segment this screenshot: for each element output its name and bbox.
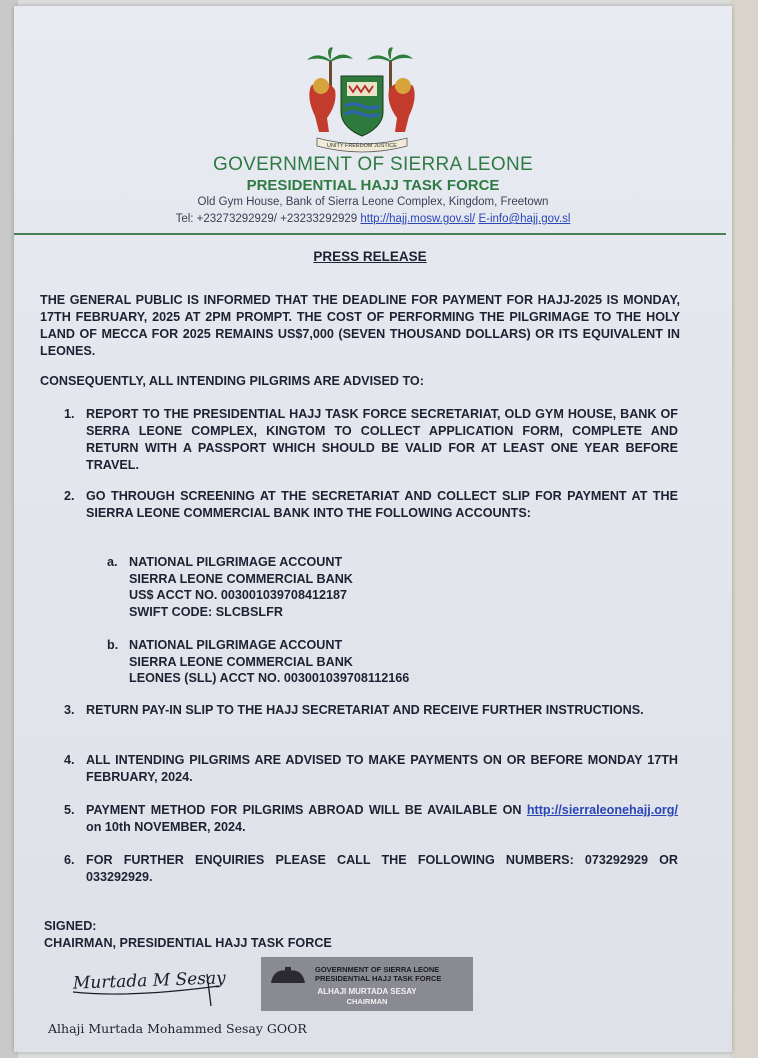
account-line: NATIONAL PILGRIMAGE ACCOUNT: [129, 555, 343, 569]
list-item-number: 3.: [64, 703, 75, 717]
account-letter: b.: [107, 638, 119, 652]
list-item-text: [86, 802, 678, 836]
account-line: SWIFT CODE: SLCBSLFR: [129, 604, 283, 619]
website-link[interactable]: http://hajj.mosw.gov.sl/: [360, 213, 476, 225]
government-title: GOVERNMENT OF SIERRA LEONE: [213, 154, 533, 175]
list-item-text: RETURN PAY-IN SLIP TO THE HAJJ SECRETARIAT AND RECEIVE FURTHER INSTRUCTIONS.: [86, 703, 644, 717]
account-line: SIERRA LEONE COMMERCIAL BANK: [129, 571, 353, 586]
account-line: LEONES (SLL) ACCT NO. 003001039708112166: [129, 671, 410, 685]
email-link[interactable]: E-info@hajj.gov.sl: [478, 213, 571, 225]
advise-line: CONSEQUENTLY, ALL INTENDING PILGRIMS ARE ADVISED TO:: [40, 374, 424, 388]
stamp-line: GOVERNMENT OF SIERRA LEONE: [315, 965, 440, 974]
stamp-emblem-icon: [267, 965, 309, 987]
list-item: [66, 488, 678, 522]
office-address: Old Gym House, Bank of Sierra Leone Complex, Kingdom, Freetown: [197, 196, 549, 208]
signed-label: SIGNED:: [44, 919, 97, 933]
account-line: NATIONAL PILGRIMAGE ACCOUNT: [129, 638, 343, 652]
list-item-number: 4.: [64, 753, 75, 767]
handwritten-signature: [69, 956, 229, 1012]
list-item-text: REPORT TO THE PRESIDENTIAL HAJJ TASK FORCE SECRETARIAT, OLD GYM HOUSE, BANK OF SERRA LEONE COMPLEX, KINGTOM TO COLLECT APPLICATION FORM, COMPLETE AND RETURN WITH A PASSPORT WHICH SHOULD BE VALID FOR AT LEAST ONE YEAR BEFORE TRAVEL.: [86, 407, 678, 472]
press-release-heading: PRESS RELEASE: [313, 249, 427, 264]
list-item: [66, 406, 678, 474]
stamp-role: CHAIRMAN: [346, 997, 388, 1006]
list-item-number: 2.: [64, 489, 75, 503]
list-item-text: ALL INTENDING PILGRIMS ARE ADVISED TO MAKE PAYMENTS ON OR BEFORE MONDAY 17TH FEBRUARY, 2024.: [86, 753, 678, 784]
svg-text:Murtada M Sesay: Murtada M Sesay: [72, 968, 227, 994]
list-item: [66, 752, 678, 786]
list-item-text: GO THROUGH SCREENING AT THE SECRETARIAT AND COLLECT SLIP FOR PAYMENT AT THE SIERRA LEONE COMMERCIAL BANK INTO THE FOLLOWING ACCOUNTS:: [86, 489, 678, 520]
svg-text:UNITY FREEDOM JUSTICE: UNITY FREEDOM JUSTICE: [327, 143, 397, 149]
task-force-title: PRESIDENTIAL HAJJ TASK FORCE: [246, 177, 500, 194]
account-block: [107, 637, 410, 687]
list-item: [66, 802, 678, 836]
signatory-title: CHAIRMAN, PRESIDENTIAL HAJJ TASK FORCE: [44, 936, 332, 950]
stamp-line: PRESIDENTIAL HAJJ TASK FORCE: [315, 974, 442, 983]
hajj-website-link[interactable]: http://sierraleonehajj.org/: [526, 803, 678, 817]
list-item-text: FOR FURTHER ENQUIRIES PLEASE CALL THE FOLLOWING NUMBERS: 073292929 OR 033292929.: [86, 853, 678, 884]
header-divider: [14, 233, 726, 235]
list-item-number: 5.: [64, 803, 75, 817]
list-item: [66, 702, 678, 719]
account-line: SIERRA LEONE COMMERCIAL BANK: [129, 654, 353, 669]
handwritten-name: Alhaji Murtada Mohammed Sesay GOOR: [48, 1021, 307, 1036]
account-block: [107, 554, 353, 620]
coat-of-arms-icon: [297, 46, 427, 154]
account-line: US$ ACCT NO. 003001039708412187: [129, 588, 347, 602]
backdrop-right: [730, 0, 758, 1058]
list-item-number: 6.: [64, 853, 75, 867]
signature-block: [44, 918, 332, 952]
payment-method-text: PAYMENT METHOD FOR PILGRIMS ABROAD WILL BE AVAILABLE ON: [86, 803, 522, 817]
list-item-number: 1.: [64, 407, 75, 421]
account-letter: a.: [107, 555, 118, 569]
intro-paragraph: THE GENERAL PUBLIC IS INFORMED THAT THE DEADLINE FOR PAYMENT FOR HAJJ-2025 IS MONDAY, 17TH FEBRUARY, 2025 AT 2PM PROMPT. THE COST OF PERFORMING THE PILGRIMAGE TO THE HOLY LAND OF MECCA FOR 2025 REMAINS US$7,000 (SEVEN THOUSAND DOLLARS) OR ITS EQUIVALENT IN LEONES.: [40, 293, 680, 358]
contact-line: [14, 213, 732, 225]
stamp-name: ALHAJI MURTADA SESAY: [317, 987, 417, 996]
press-release-document: [14, 6, 732, 1052]
official-stamp: [261, 957, 473, 1011]
payment-date-text: on 10th NOVEMBER, 2024.: [86, 820, 246, 834]
list-item: [66, 852, 678, 886]
phone-numbers: Tel: +23273292929/ +23233292929: [175, 213, 358, 225]
